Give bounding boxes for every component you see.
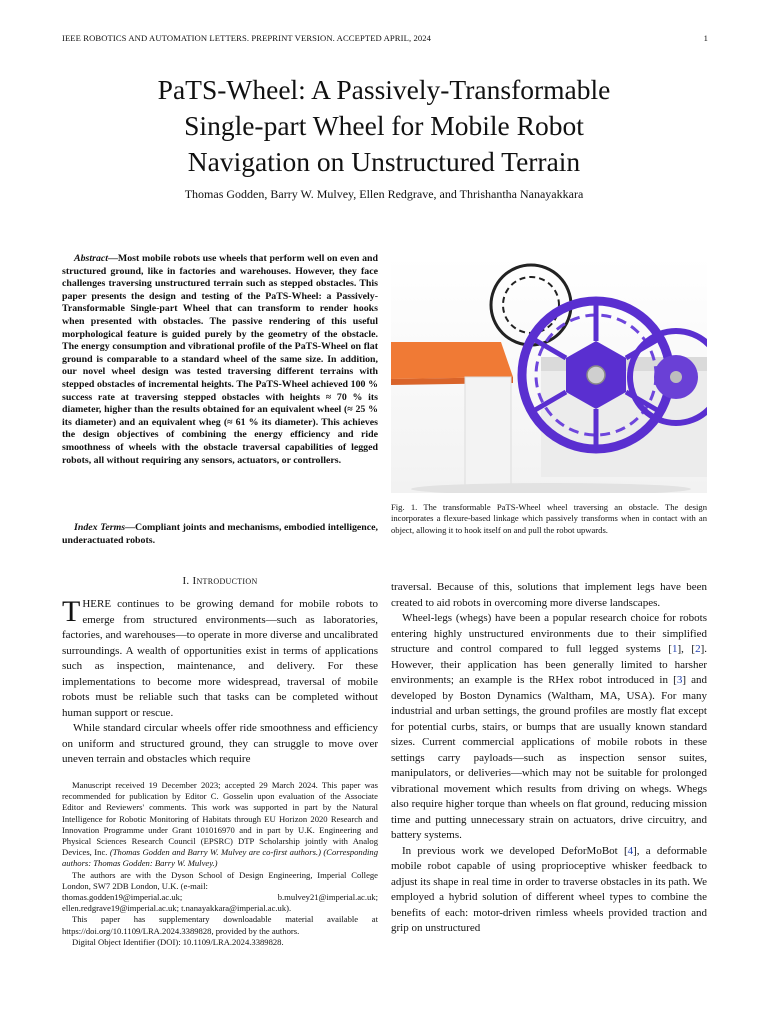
title-line-1: PaTS-Wheel: A Passively-Transformable bbox=[157, 74, 611, 105]
paper-title bbox=[62, 72, 706, 180]
citation-link[interactable]: 1 bbox=[671, 643, 678, 655]
section-heading-introduction bbox=[62, 575, 378, 587]
journal-name: IEEE ROBOTICS AND AUTOMATION LETTERS. PREPRINT VERSION. ACCEPTED APRIL, 2024 bbox=[62, 33, 432, 43]
running-header bbox=[62, 33, 708, 47]
section-title: Introduction bbox=[192, 575, 258, 587]
intro-paragraph-1: THERE continues to be growing demand for mobile robots to emerge from structured environments—such as laboratories, factories, and warehouses—to operate in more diverse and uncalibrated surroundings. A wealth of opportunities exist in terms of applications such as inspection, maintenance, and delivery. For these implementations to become more widespread, traversal of mobile robots must be reliable such that tasks can be completed without human support or rescue. bbox=[62, 595, 378, 719]
page-number: 1 bbox=[703, 33, 708, 43]
index-terms-text: —Compliant joints and mechanisms, embodied intelligence, underactuated robots. bbox=[62, 522, 379, 546]
figure-1-photo bbox=[391, 257, 707, 493]
right-column-text bbox=[391, 580, 707, 937]
orange-obstacle bbox=[391, 342, 513, 379]
obstacle-pillar bbox=[465, 377, 511, 489]
drop-cap: T bbox=[62, 595, 81, 628]
index-terms bbox=[62, 522, 378, 547]
manuscript-footnote bbox=[62, 780, 378, 948]
citation-link[interactable]: 3 bbox=[676, 674, 683, 686]
title-line-2: Single-part Wheel for Mobile Robot bbox=[184, 110, 584, 141]
wheel-robot-illustration bbox=[391, 257, 707, 493]
index-terms-label: Index Terms bbox=[74, 522, 126, 533]
right-paragraph-2: Wheel-legs (whegs) have been a popular research choice for robots entering highly unstructured environments due to their simplified structure and control compared to full legged systems [1], [2]. However, their application has been generally limited to harsher environments; an example is the RHex robot introduced in [3] and developed by Boston Dynamics (Waltham, MA, USA). For many industrial and urban settings, the ground profiles are mostly flat except for potential curbs, stairs, or bumps that are usually known standard sizes. Current commercial applications of mobile robots in these settings carry payloads—such as inspection sensor suites, manipulators, or deliveries—which may not be suitable for prolonged vibrational movement which results from driving on whegs. Whegs also require higher torque than wheels on flat ground, reducing mission time and putting unnecessary strain on actuators, drive circuitry, and battery systems. bbox=[391, 612, 708, 841]
section-numeral: I. bbox=[182, 575, 190, 587]
right-paragraph-3: In previous work we developed DeforMoBot [4], a deformable mobile robot capable of using proprioceptive whisker feedback to adjust its shape in real time in order to traverse obstacles in its path. We employed a hybrid solution of different wheel types to combine the benefits of each: motor-driven rimless wheels provided traction and grip on unstructured bbox=[391, 844, 707, 934]
email-1[interactable]: thomas.godden19@imperial.ac.uk; bbox=[62, 892, 183, 903]
abstract bbox=[62, 253, 378, 467]
abstract-label: Abstract bbox=[74, 253, 109, 264]
footnote-emails bbox=[62, 892, 378, 903]
footnote-supplementary: This paper has supplementary downloadable material available at https://doi.org/10.1109/LRA.2024.3389828, provided by the authors. bbox=[62, 914, 378, 936]
abstract-text: —Most mobile robots use wheels that perform well on even and structured ground, like in factories and warehouses. However, they face challenges traversing unstructured terrain such as stepped obstacles. This paper presents the design and testing of the PaTS-Wheel: a Passively-Transformable Single-part Wheel that can transform to render hooks when presented with obstacles. The passive rendering of this useful morphological feature is guided purely by the geometry of the obstacle. The energy consumption and vibrational profile of the PaTS-Wheel on flat ground is comparable to a standard wheel of the same size. In addition, our novel wheel design was tested traversing different terrains with stepped obstacles of incremental heights. The PaTS-Wheel achieved 100 % success rate at traversing stepped obstacles with heights ≈ 70 % its diameter, higher than the results obtained for an equivalent wheel (≈ 25 % its diameter) and an equivalent wheg (≈ 61 % its diameter). This achieves the design objectives of combining the energy efficiency and ride smoothness of wheels with the obstacle traversal capabilities of legged robots, all without requiring any sensors, actuators, or controllers. bbox=[62, 253, 378, 466]
footnote-doi: Digital Object Identifier (DOI): 10.1109/LRA.2024.3389828. bbox=[72, 936, 284, 947]
footnote-funding: Manuscript received 19 December 2023; accepted 29 March 2024. This paper was recommended for publication by Editor C. Gosselin upon evaluation of the Associate Editor and Reviewers' comments. This work was supported in part by the Natural Intelligence for Robotic Monitoring of Habitats through EU Horizon 2020 Research and Innovation Programme under Grant 101016970 and in part by U.K. Engineering and Physical Sciences Research Council (EPSRC) DTP Scholarship jointly with Analog Devices, Inc. (Thomas Godden and Barry W. Mulvey are co-first authors.) (Corresponding authors: Thomas Godden: Barry W. Mulvey.) bbox=[62, 780, 378, 869]
author-list: Thomas Godden, Barry W. Mulvey, Ellen Redgrave, and Thrishantha Nanayakkara bbox=[184, 187, 584, 201]
intro-paragraph-2: While standard circular wheels offer ride smoothness and efficiency on uniform and structured ground, they can struggle to move over uneven terrain and obstacles which require bbox=[62, 722, 378, 765]
right-paragraph-1: traversal. Because of this, solutions that implement legs have been created to aid robots in overcoming more diverse landscapes. bbox=[391, 581, 707, 609]
citation-link[interactable]: 4 bbox=[627, 844, 634, 857]
title-line-3: Navigation on Unstructured Terrain bbox=[187, 146, 581, 177]
footnote-emails-2: ellen.redgrave19@imperial.ac.uk; t.nanayakkara@imperial.ac.uk). bbox=[62, 903, 292, 914]
introduction-text bbox=[62, 597, 378, 768]
email-2[interactable]: b.mulvey21@imperial.ac.uk; bbox=[277, 892, 378, 903]
figure-1-caption: Fig. 1. The transformable PaTS-Wheel wheel traversing an obstacle. The design incorporates a flexure-based linkage which passively transforms when in contact with an object, allowing it to hook itself on and pull the robot upwards. bbox=[391, 502, 707, 535]
footnote-affiliation: The authors are with the Dyson School of Design Engineering, Imperial College London, SW7 2DB London, U.K. (e-mail: bbox=[62, 869, 378, 891]
citation-link[interactable]: 2 bbox=[695, 643, 701, 655]
